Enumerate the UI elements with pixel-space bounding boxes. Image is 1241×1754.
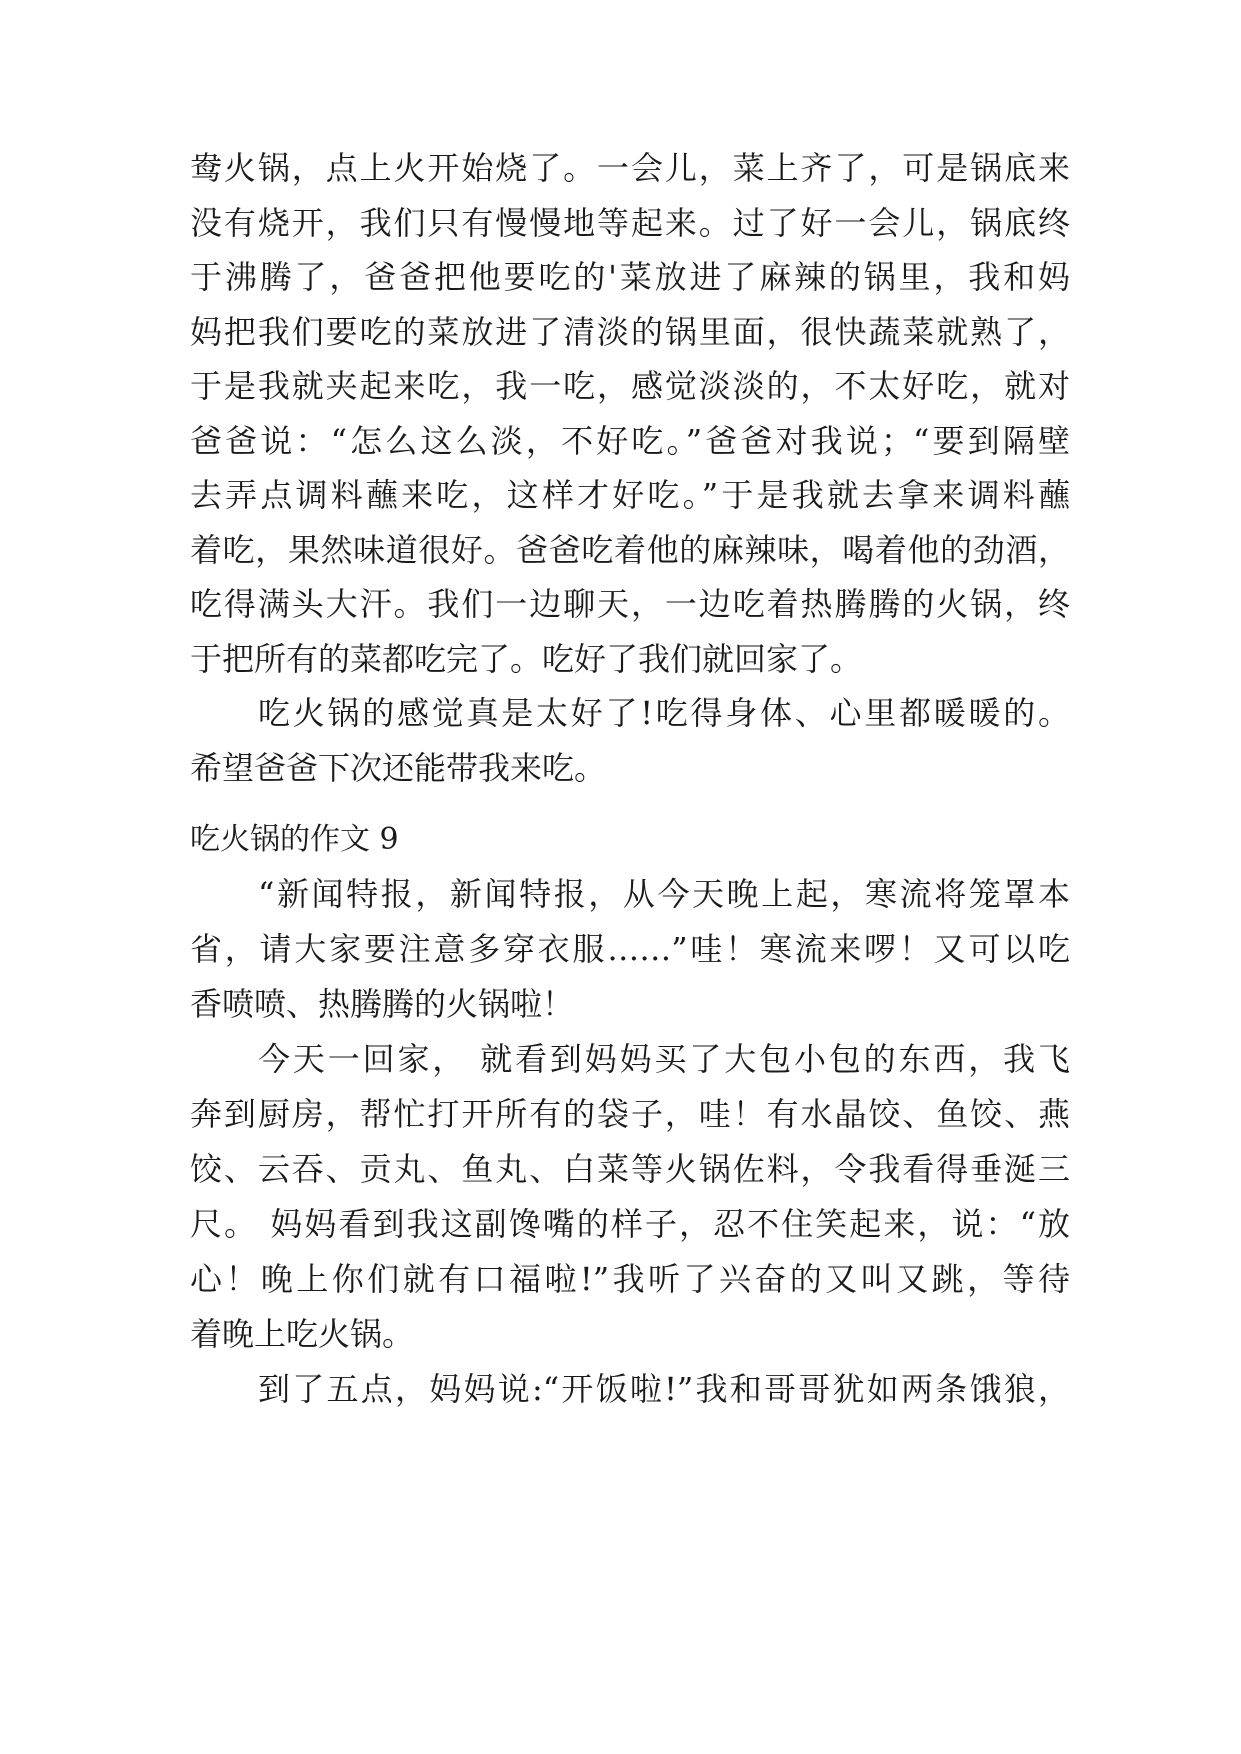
- text-line: 希望爸爸下次还能带我来吃。: [190, 748, 607, 787]
- text-line: 香喷喷、热腾腾的火锅啦！: [190, 985, 575, 1023]
- text-line: 妈把我们要吃的菜放进了清淡的锅里面，很快蔬菜就熟了，: [190, 312, 1070, 351]
- essay-heading: 吃火锅的作文 9: [190, 822, 399, 857]
- text-line: 没有烧开，我们只有慢慢地等起来。过了好一会儿，锅底终: [190, 203, 1070, 242]
- text-line: 尺。 妈妈看到我这副馋嘴的样子，忍不住笑起来，说：“放: [190, 1205, 1070, 1243]
- text-line: 吃火锅的感觉真是太好了!吃得身体、心里都暖暖的。: [258, 694, 1070, 732]
- text-line: 鸯火锅，点上火开始烧了。一会儿，菜上齐了，可是锅底来: [190, 149, 1070, 187]
- text-line: 于把所有的菜都吃完了。吃好了我们就回家了。: [190, 639, 863, 678]
- text-line: “新闻特报，新闻特报，从今天晚上起，寒流将笼罩本: [258, 875, 1070, 913]
- text-line: 着吃，果然味道很好。爸爸吃着他的麻辣味，喝着他的劲酒，: [190, 530, 1070, 569]
- text-line: 奔到厨房，帮忙打开所有的袋子，哇！有水晶饺、鱼饺、燕: [190, 1095, 1070, 1133]
- text-line: 去弄点调料蘸来吃，这样才好吃。”于是我就去拿来调料蘸: [190, 476, 1070, 514]
- text-line: 着晚上吃火锅。: [190, 1315, 415, 1353]
- text-line: 饺、云吞、贡丸、鱼丸、白菜等火锅佐料，令我看得垂涎三: [190, 1150, 1070, 1188]
- text-line: 于是我就夹起来吃，我一吃，感觉淡淡的，不太好吃，就对: [190, 367, 1070, 405]
- text-line: 到了五点，妈妈说:“开饭啦!”我和哥哥犹如两条饿狼，: [258, 1370, 1070, 1408]
- text-line: 心！晚上你们就有口福啦!”我听了兴奋的又叫又跳，等待: [190, 1260, 1070, 1298]
- text-line: 省，请大家要注意多穿衣服……”哇！寒流来啰！又可以吃: [190, 930, 1070, 968]
- text-line: 于沸腾了，爸爸把他要吃的'菜放进了麻辣的锅里，我和妈: [190, 258, 1070, 296]
- text-line: 今天一回家， 就看到妈妈买了大包小包的东西，我飞: [258, 1040, 1070, 1078]
- text-line: 吃得满头大汗。我们一边聊天，一边吃着热腾腾的火锅，终: [190, 585, 1070, 623]
- text-line: 爸爸说：“怎么这么淡，不好吃。”爸爸对我说；“要到隔壁: [190, 421, 1070, 460]
